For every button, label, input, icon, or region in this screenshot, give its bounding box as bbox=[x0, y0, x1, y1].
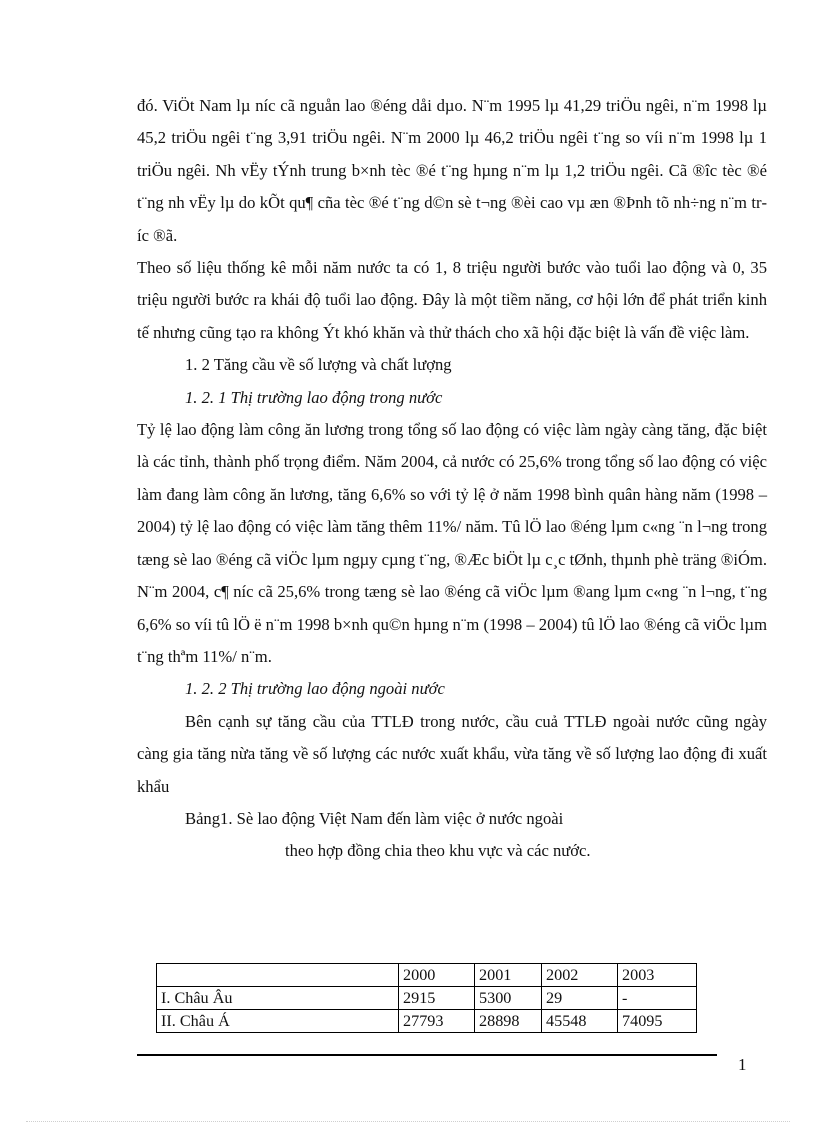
table-header-cell: 2001 bbox=[475, 964, 542, 987]
table-cell: 28898 bbox=[475, 1010, 542, 1033]
paragraph-foreign-market: Bên cạnh sự tăng cầu của TTLĐ trong nước, cầu cuả TTLĐ ngoài nước cũng ngày càng gia tăng nừa tăng về số lượng các nước xuất khẩu, vừa tăng về số lượng lao động đi xuất khẩu bbox=[137, 711, 767, 796]
table-row bbox=[157, 987, 697, 1010]
paragraph-domestic-market: Tỷ lệ lao động làm công ăn lương trong tổng số lao động có việc làm ngày càng tăng, đặc biệt là các tỉnh, thành phố trọng điểm. Năm 2004, cả nước có 25,6% trong tổng số lao động có việc làm đang làm công ăn lương, tăng 6,6% so với tỷ lệ ở năm 1998 bình quân hàng năm (1998 – 2004) tỷ lệ lao động có việc làm tăng thêm 11%/ năm. Tû lÖ lao ®éng lµm c«ng ¨n l¬ng trong tæng sè lao ®éng cã viÖc lµm ngµy cµng t¨ng, ®Æc biÖt lµ c¸c tØnh, thµnh phè träng ®iÓm. N¨m 2004, c¶ níc cã 25,6% trong tæng sè lao ®éng cã viÖc lµm ®ang lµm c«ng ¨n l¬ng, t¨ng 6,6% so víi tû lÖ ë n¨m 1998 b×nh qu©n hµng n¨m (1998 – 2004) tû lÖ lao ®éng cã viÖc lµm t¨ng thªm 11%/ n¨m. bbox=[137, 420, 767, 666]
table-cell: I. Châu Âu bbox=[157, 987, 399, 1010]
labor-export-table bbox=[156, 963, 697, 1033]
section-heading-demand-growth: 1. 2 Tăng cầu về số lượng và chất lượng bbox=[185, 355, 452, 375]
table-cell: 27793 bbox=[399, 1010, 475, 1033]
table-cell: 45548 bbox=[542, 1010, 618, 1033]
table-cell: 74095 bbox=[618, 1010, 697, 1033]
subsection-heading-foreign-market: 1. 2. 2 Thị trường lao động ngoài nước bbox=[185, 679, 445, 699]
document-body bbox=[137, 90, 767, 868]
table-header-cell bbox=[157, 964, 399, 987]
page-number: 1 bbox=[738, 1055, 747, 1074]
table-row bbox=[157, 1010, 697, 1033]
table-caption-line-1: Bảng1. Sè lao động Việt Nam đến làm việc ở nước ngoài bbox=[185, 808, 564, 828]
subsection-heading-domestic-market: 1. 2. 1 Thị trường lao động trong nước bbox=[185, 387, 443, 407]
footer-divider bbox=[137, 1054, 717, 1056]
table-header-cell: 2003 bbox=[618, 964, 697, 987]
table-header-row bbox=[157, 964, 697, 987]
table-cell: II. Châu Á bbox=[157, 1010, 399, 1033]
table-header-cell: 2000 bbox=[399, 964, 475, 987]
table-caption-line-2: theo hợp đồng chia theo khu vực và các nước. bbox=[285, 841, 591, 861]
table-cell: 5300 bbox=[475, 987, 542, 1010]
page-bottom-dotted-line bbox=[26, 1121, 790, 1122]
paragraph-labor-statistics: Theo số liệu thống kê mỗi năm nước ta có 1, 8 triệu người bước vào tuổi lao động và 0, 35 triệu người bước ra khái độ tuổi lao động. Đây là một tiềm năng, cơ hội lớn để phát triển kinh tế nhưng cũng tạo ra không Ýt khó khăn và thử thách cho xã hội đặc biệt là vấn đề việc làm. bbox=[137, 258, 767, 342]
paragraph-labor-supply: đó. ViÖt Nam lµ níc cã nguån lao ®éng dåi dµo. N¨m 1995 lµ 41,29 triÖu ngêi, n¨m 1998 lµ 45,2 triÖu ngêi t¨ng 3,91 triÖu ngêi. N¨m 2000 lµ 46,2 triÖu ngêi t¨ng so víi n¨m 1998 lµ 1 triÖu ngêi. Nh vËy tÝnh trung b×nh tèc ®é t¨ng hµng n¨m lµ 1,2 triÖu ngêi. Cã ®îc tèc ®é t¨ng nh vËy lµ do kÕt qu¶ cña tèc ®é t¨ng d©n sè t¬ng ®èi cao vµ æn ®Þnh tõ nh÷ng n¨m tríc ®ã. bbox=[137, 96, 767, 245]
table-cell: - bbox=[618, 987, 697, 1010]
table-header-cell: 2002 bbox=[542, 964, 618, 987]
table-cell: 29 bbox=[542, 987, 618, 1010]
table-cell: 2915 bbox=[399, 987, 475, 1010]
